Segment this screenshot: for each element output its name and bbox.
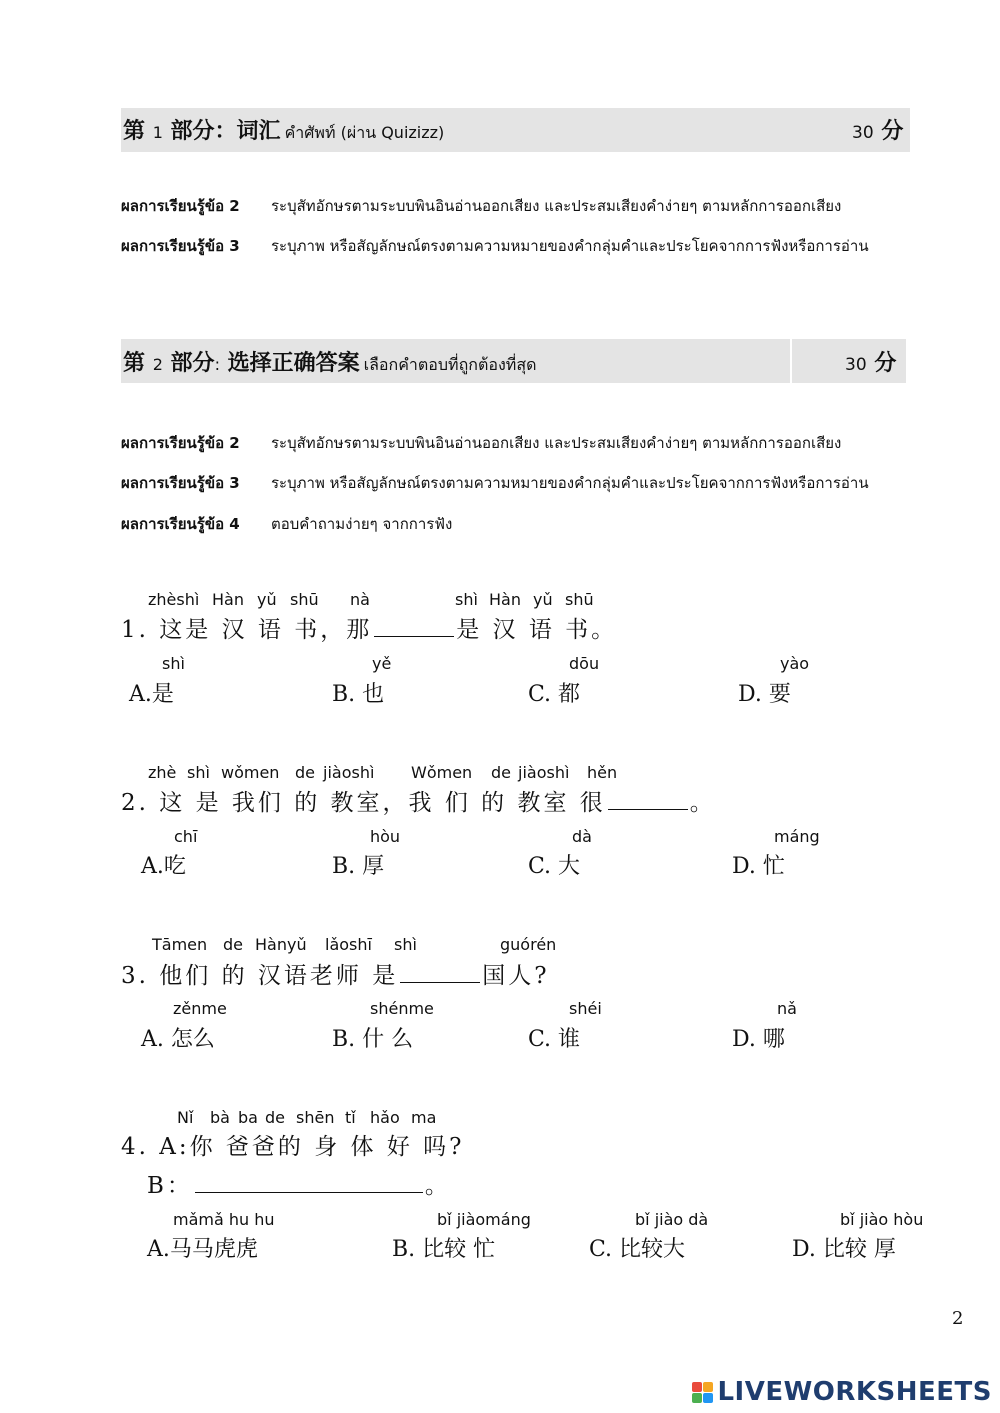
pinyin: ba [238, 1108, 258, 1127]
pinyin: yǔ [533, 590, 553, 609]
pinyin: Wǒmen [411, 763, 473, 782]
objective: ผลการเรียนรู้ข้อ 2 ระบุสัทอักษรตามระบบพินอินอ่านออกเสียง และประสมเสียงคำง่ายๆ ตามหลักการออกเสียง [121, 434, 842, 452]
pinyin: Hàn [489, 590, 521, 609]
option-pinyin: shénme [370, 999, 434, 1018]
objective: ผลการเรียนรู้ข้อ 3 ระบุภาพ หรือสัญลักษณ์ตรงตามความหมายของคำกลุ่มคำและประโยคจากการฟังหรือการอ่าน [121, 237, 869, 255]
pinyin: Tāmen [152, 935, 208, 954]
section1-header [121, 108, 910, 152]
pinyin: guórén [500, 935, 557, 954]
pinyin: Hànyǔ [255, 935, 307, 954]
pinyin: jiàoshì [323, 763, 375, 782]
pinyin: Nǐ [177, 1108, 194, 1127]
option-a[interactable]: A.吃 [141, 854, 186, 879]
question-text: 2. 这 是 我们 的 教室，我 们 的 教室 很 。 [121, 790, 716, 816]
pinyin: ma [411, 1108, 437, 1127]
option-pinyin: shì [162, 654, 185, 673]
question-text: 1. 这是 汉 语 书，那 是 汉 语 书。 [121, 617, 618, 643]
answer-blank[interactable] [195, 1191, 423, 1193]
objective: ผลการเรียนรู้ข้อ 3 ระบุภาพ หรือสัญลักษณ์ตรงตามความหมายของคำกลุ่มคำและประโยคจากการฟังหรือการอ่าน [121, 474, 869, 492]
option-pinyin: hòu [370, 827, 401, 846]
logo-text: LIVEWORKSHEETS [717, 1377, 992, 1407]
pinyin: de [223, 935, 243, 954]
section2-header [121, 339, 906, 383]
option-a[interactable]: A.马马虎虎 [147, 1237, 258, 1262]
pinyin: nà [350, 590, 370, 609]
option-d[interactable]: D. 比较 厚 [792, 1237, 896, 1262]
logo-icon [692, 1382, 713, 1403]
pinyin: shū [565, 590, 594, 609]
option-c[interactable]: C. 都 [528, 682, 581, 707]
answer-blank[interactable] [608, 808, 688, 810]
option-pinyin: mǎmǎ hu hu [173, 1210, 275, 1229]
option-pinyin: shéi [569, 999, 602, 1018]
pinyin: shì [394, 935, 417, 954]
option-pinyin: bǐ jiào hòu [840, 1210, 924, 1229]
option-c[interactable]: C. 大 [528, 854, 581, 879]
section1-title: 第 1 部分：词汇 คำศัพท์ (ผ่าน Quizizz) [123, 118, 445, 144]
option-pinyin: máng [774, 827, 820, 846]
liveworksheets-logo[interactable] [692, 1377, 992, 1407]
option-d[interactable]: D. 忙 [732, 854, 785, 879]
section2-subtitle: เลือกคำตอบที่ถูกต้องที่สุด [363, 355, 537, 374]
answer-line: B： 。 [147, 1173, 451, 1199]
pinyin: jiàoshì [518, 763, 570, 782]
option-pinyin: nǎ [777, 999, 797, 1018]
section2-score: 30 分 [845, 350, 897, 376]
pinyin: hǎo [370, 1108, 400, 1127]
option-d[interactable]: D. 哪 [732, 1027, 785, 1052]
section1-subtitle: คำศัพท์ (ผ่าน Quizizz) [284, 123, 445, 142]
pinyin: de [295, 763, 315, 782]
option-b[interactable]: B. 比较 忙 [392, 1237, 496, 1262]
answer-blank[interactable] [374, 635, 454, 637]
pinyin: shì [455, 590, 478, 609]
option-a[interactable]: A.是 [129, 682, 174, 707]
option-pinyin: chī [174, 827, 198, 846]
option-pinyin: bǐ jiào dà [635, 1210, 709, 1229]
option-pinyin: zěnme [173, 999, 227, 1018]
answer-blank[interactable] [400, 981, 480, 983]
pinyin: de [265, 1108, 285, 1127]
question-text: 3. 他们 的 汉语老师 是 国人? [121, 963, 550, 989]
option-c[interactable]: C. 谁 [528, 1027, 581, 1052]
pinyin: de [491, 763, 511, 782]
section2-title: 第 2 部分: 选择正确答案 เลือกคำตอบที่ถูกต้องที่สุด [123, 350, 537, 376]
pinyin: yǔ [257, 590, 277, 609]
pinyin: zhèshì [148, 590, 200, 609]
option-c[interactable]: C. 比较大 [589, 1237, 686, 1262]
section1-score: 30 分 [852, 118, 904, 144]
option-d[interactable]: D. 要 [738, 682, 791, 707]
pinyin: zhè [148, 763, 177, 782]
page-number: 2 [952, 1308, 964, 1329]
pinyin: shū [290, 590, 319, 609]
question-text: 4. A:你 爸爸的 身 体 好 吗? [121, 1134, 465, 1160]
option-pinyin: yào [780, 654, 810, 673]
pinyin: wǒmen [221, 763, 280, 782]
pinyin: tǐ [345, 1108, 356, 1127]
pinyin: Hàn [212, 590, 244, 609]
option-pinyin: bǐ jiàománg [437, 1210, 531, 1229]
option-a[interactable]: A. 怎么 [141, 1027, 215, 1052]
pinyin: shì [187, 763, 210, 782]
objective: ผลการเรียนรู้ข้อ 4 ตอบคำถามง่ายๆ จากการฟัง [121, 515, 453, 533]
pinyin: hěn [587, 763, 618, 782]
option-b[interactable]: B. 也 [332, 682, 385, 707]
option-b[interactable]: B. 厚 [332, 854, 385, 879]
option-pinyin: dà [572, 827, 592, 846]
option-pinyin: dōu [569, 654, 600, 673]
header-divider [790, 339, 792, 383]
option-pinyin: yě [372, 654, 392, 673]
objective: ผลการเรียนรู้ข้อ 2 ระบุสัทอักษรตามระบบพินอินอ่านออกเสียง และประสมเสียงคำง่ายๆ ตามหลักการออกเสียง [121, 197, 842, 215]
option-b[interactable]: B. 什 么 [332, 1027, 414, 1052]
pinyin: bà [210, 1108, 230, 1127]
pinyin: lǎoshī [325, 935, 372, 954]
pinyin: shēn [296, 1108, 335, 1127]
